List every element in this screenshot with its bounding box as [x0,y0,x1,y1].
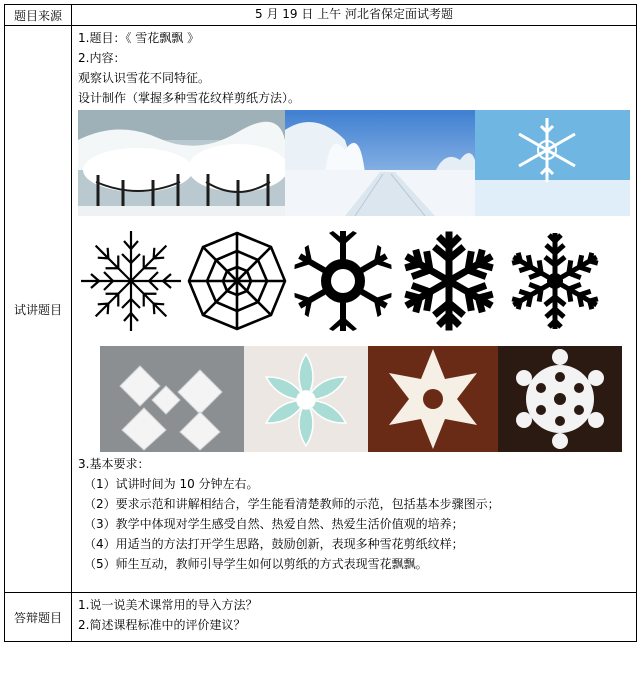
requirement-item: （3）教学中体现对学生感受自然、热爱自然、热爱生活价值观的培养； [84,517,464,531]
winter-photo-row [78,110,630,216]
requirement-item: （4）用适当的方法打开学生思路，鼓励创新，表现多种雪花剪纸纹样； [84,537,464,551]
source-value: 5 月 19 日 上午 河北省保定面试考题 [72,5,637,26]
snowflake-pattern-5 [502,222,608,340]
snowy-road-photo [285,110,475,216]
lecture-label: 试讲题目 [5,26,72,593]
web-snowflake-icon [184,228,290,334]
snowflake-icon [78,228,184,334]
snowflake-closeup-photo [475,110,630,216]
papercut-mint-photo [244,346,368,452]
exam-table [4,4,637,642]
snowy-chairs-photo [78,110,285,216]
snowflake-pattern-1 [78,222,184,340]
source-label: 题目来源 [5,5,72,26]
requirement-item: （1）试讲时间为 10 分钟左右。 [84,477,259,491]
content-line-2: 设计制作（掌握多种雪花纹样剪纸方法）。 [78,91,301,105]
snowflake-pattern-2 [184,222,290,340]
defense-label: 答辩题目 [5,593,72,642]
lecture-content [72,26,637,593]
content-line-1: 观察认识雪花不同特征。 [78,71,211,85]
requirement-item: （2）要求示范和讲解相结合，学生能看清楚教师的示范，包括基本步骤图示； [84,497,500,511]
snowflake-pattern-row [78,222,630,340]
lecture-row [5,26,637,593]
snowflake-pattern-4 [396,222,502,340]
requirements-heading: 3.基本要求： [78,457,150,471]
snowflake-pattern-3 [290,222,396,340]
papercut-lace-photo [498,346,622,452]
header-row [5,5,637,26]
bold-snowflake-icon [396,228,502,334]
antler-snowflake-icon [290,228,396,334]
star-snowflake-icon [502,228,608,334]
topic-title: 1.题目：《 雪花飘飘 》 [78,31,200,45]
defense-row [5,593,637,642]
requirement-item: （5）师生互动，教师引导学生如何以剪纸的方式表现雪花飘飘。 [84,557,428,571]
defense-content [72,593,637,642]
papercut-star-photo [368,346,498,452]
content-heading: 2.内容： [78,51,126,65]
defense-question: 2.简述课程标准中的评价建议？ [78,618,246,632]
papercut-photo-row [100,346,630,452]
defense-question: 1.说一说美术课常用的导入方法？ [78,598,258,612]
papercut-3d-white-photo [100,346,244,452]
